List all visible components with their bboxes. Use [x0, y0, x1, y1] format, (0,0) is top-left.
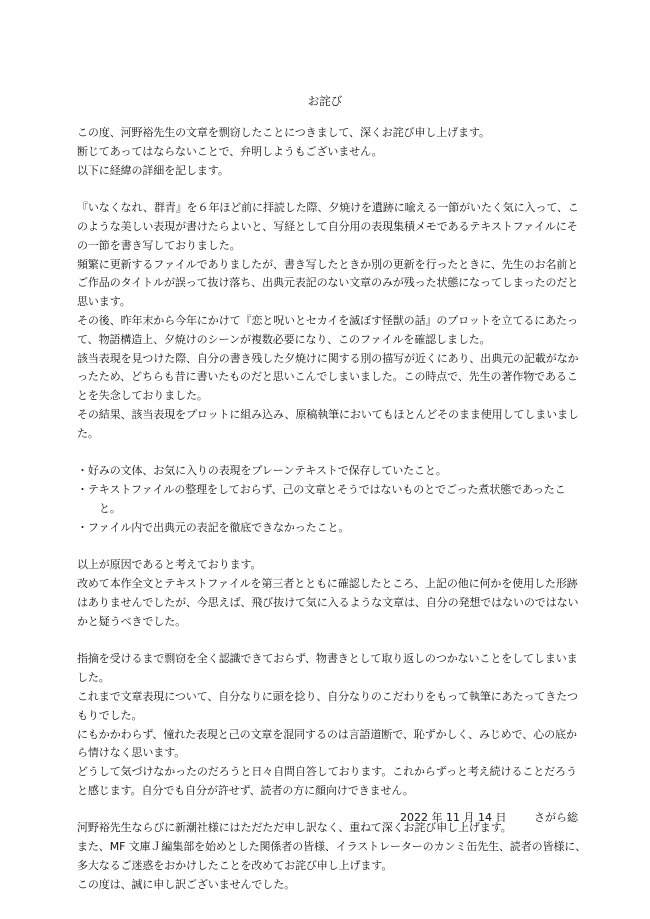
intro-line: 以下に経緯の詳細を記します。: [77, 163, 229, 177]
history-section: [77, 199, 587, 443]
apology-paragraph: また、MF 文庫Ｊ編集部を始めとした関係者の皆様、イラストレーターのカンミ缶先生、読者の皆様に、多大なるご迷惑をおかけしたことを改めてお詫び申し上げます。: [77, 840, 587, 873]
apology-paragraph: 河野裕先生ならびに新潮社様にはただただ申し訳なく、重ねて深くお詫び申し上げます。: [77, 821, 512, 835]
paragraph-gap: [77, 444, 587, 463]
page-title: お詫び: [307, 94, 343, 108]
reflection-paragraph: 指摘を受けるまで剽窃を全く認識できておらず、物書きとして取り返しのつかないことをしてしまいました。: [77, 652, 578, 685]
history-paragraph: その結果、該当表現をプロットに組み込み、原稿執筆においてもほとんどそのまま使用してしまいました。: [77, 407, 579, 440]
reflection-section: [77, 650, 587, 800]
letter-body: [77, 124, 587, 895]
history-paragraph: 『いなくなれ、群青』を６年ほど前に拝読した際、夕焼けを遺跡に喩える一節がいたく気に入って、このような美しい表現が書けたらよいと、写経として自分用の表現集積メモであるテキストファイルにその一節を書き写しておりました。: [77, 201, 579, 252]
history-paragraph: 頻繁に更新するファイルでありましたが、書き写したときか別の更新を行ったときに、先生のお名前とご作品のタイトルが誤って抜け落ち、出典元表記のない文章のみが残った状態になってしまったのだと思います。: [77, 257, 579, 309]
letter-date: 2022 年 11 月 14 日: [400, 811, 507, 824]
verification-section: [77, 556, 587, 631]
intro-section: [77, 124, 587, 180]
paragraph-gap: [77, 538, 587, 557]
paragraph-gap: [77, 632, 587, 651]
history-paragraph: その後、昨年末から今年にかけて『恋と呪いとセカイを滅ぼす怪獣の話』のプロットを立てるにあたって、物語構造上、夕焼けのシーンが複数必要になり、このファイルを確認しました。: [77, 313, 578, 346]
reflection-paragraph: これまで文章表現について、自分なりに頭を捻り、自分なりのこだわりをもって執筆にあたってきたつもりでした。: [77, 689, 578, 722]
history-paragraph: 該当表現を見つけた際、自分の書き残した夕焼けに関する別の描写が近くにあり、出典元の記載がなかったため、どちらも昔に書いたものだと思いこんでしまいました。この時点で、先生の著作物であることを失念しておりました。: [77, 351, 579, 403]
apology-section: [77, 819, 587, 894]
apology-paragraph: この度は、誠に申し訳ございませんでした。: [77, 877, 295, 891]
intro-line: 断じてあってはならないことで、弁明しようもございません。: [77, 144, 383, 158]
verification-paragraph: 改めて本作全文とテキストファイルを第三者とともに確認したところ、上記の他に何かを使用した形跡はありませんでしたが、今思えば、飛び抜けて気に入るような文章は、自分の発想ではないのではないかと疑うべきでした。: [77, 577, 579, 628]
signature-block: [400, 809, 578, 827]
verification-paragraph: 以上が原因であると考えております。: [77, 558, 262, 572]
reflection-paragraph: どうして気づけなかったのだろうと日々自問自答しております。これからずっと考え続けることだろうと感じます。自分でも自分が許せず、読者の方に顔向けできません。: [77, 765, 577, 797]
author-name: さがら総: [534, 811, 578, 824]
cause-item: ・ファイル内で出典元の表記を徹底できなかったこと。: [77, 520, 350, 534]
reflection-paragraph: にもかかわらず、憧れた表現と己の文章を混同するのは言語道断で、恥ずかしく、みじめで、心の底から情けなく思います。: [77, 727, 577, 760]
cause-item: ・好みの文体、お気に入りの表現をプレーンテキストで保存していたこと。: [77, 464, 447, 478]
cause-item: ・テキストファイルの整理をしておらず、己の文章とそうではないものとでごった煮状態であったこと。: [77, 483, 566, 515]
intro-line: この度、河野裕先生の文章を剽窃したことにつきまして、深くお詫び申し上げます。: [77, 126, 490, 139]
causes-list: [77, 462, 587, 537]
paragraph-gap: [77, 180, 587, 199]
